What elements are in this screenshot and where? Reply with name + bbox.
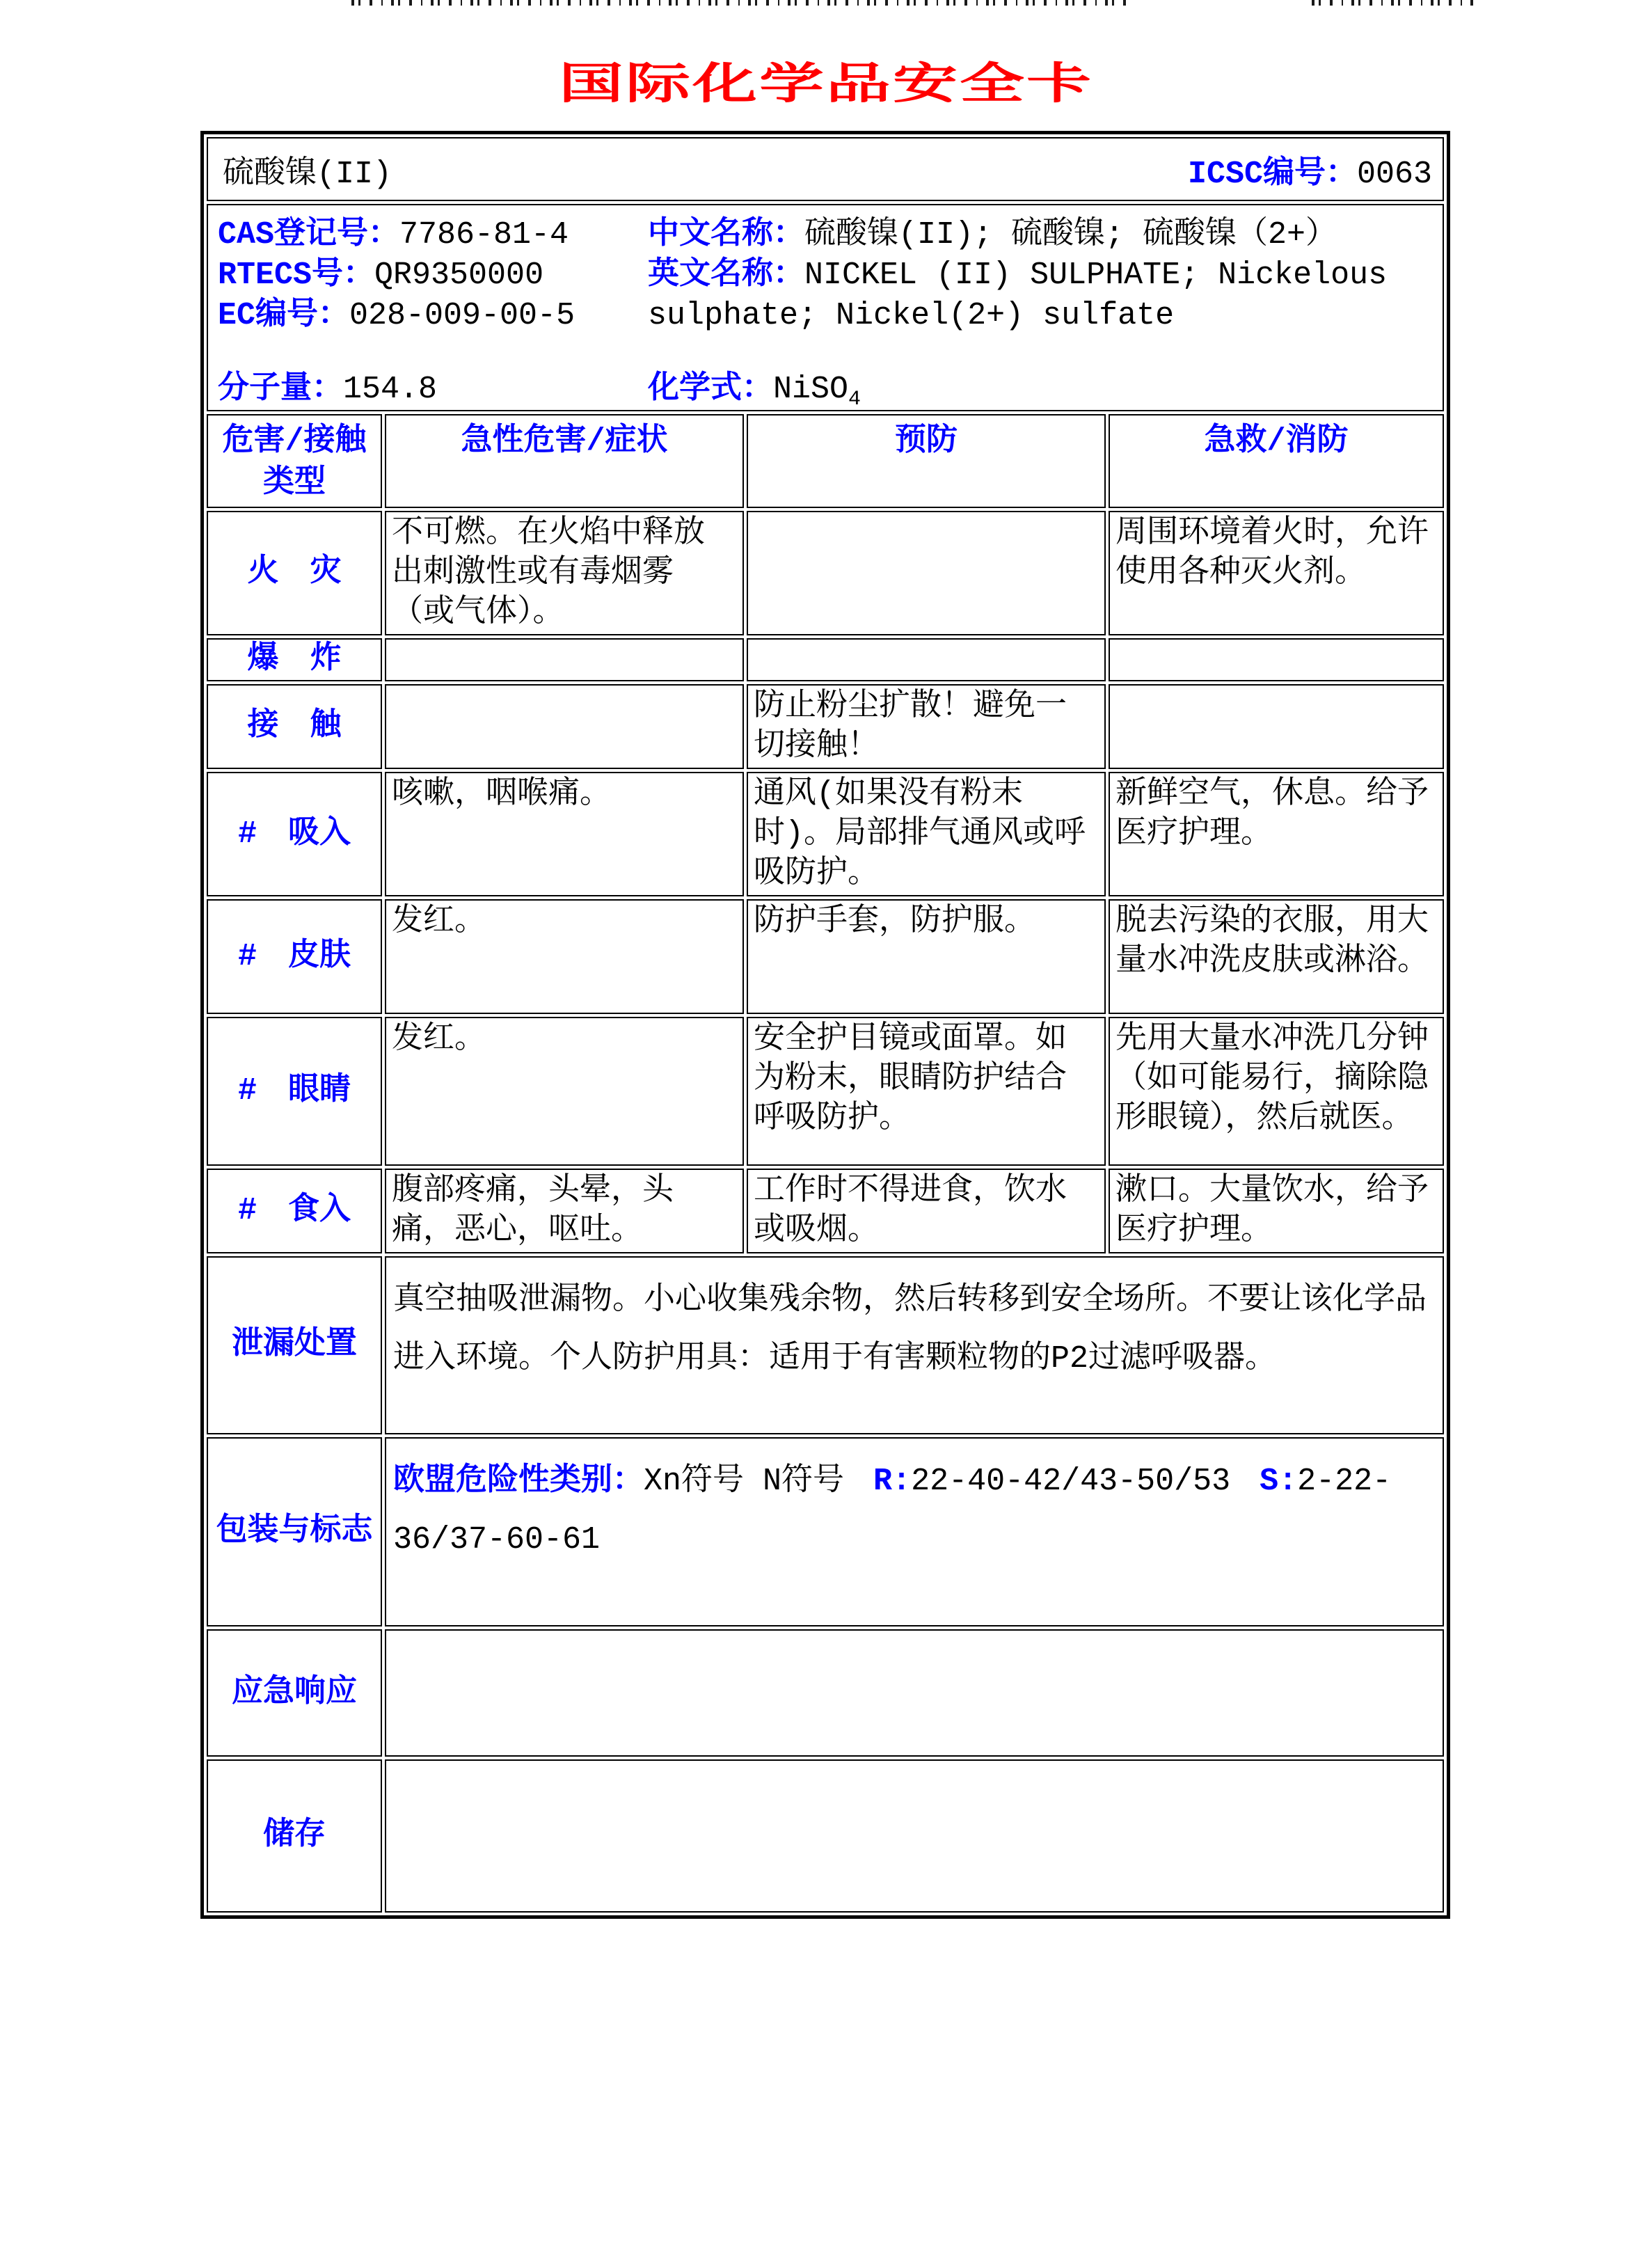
substance-name: 硫酸镍(II) [223, 157, 392, 192]
exposure-first-aid-cell [1109, 684, 1444, 769]
storage-cell [385, 1759, 1444, 1913]
eu-class-symbols: Xn符号 N符号 [644, 1464, 845, 1500]
emergency-response-label: 应急响应 [207, 1629, 382, 1757]
formula-label: 化学式： [648, 372, 774, 407]
english-name-label: 英文名称： [648, 258, 805, 293]
ingestion-label: # 食入 [207, 1169, 382, 1253]
ingestion-symptoms-cell: 腹部疼痛，头晕，头痛，恶心，呕吐。 [385, 1169, 744, 1253]
identity-cell [207, 204, 1444, 411]
eyes-symptoms-cell: 发红。 [385, 1017, 744, 1166]
eu-classification-line-2 [393, 1511, 1433, 1569]
skin-first-aid-cell: 脱去污染的衣服，用大量水冲洗皮肤或淋浴。 [1109, 899, 1444, 1014]
skin-label: # 皮肤 [207, 899, 382, 1014]
rtecs-label: RTECS号： [218, 258, 375, 293]
col-header-symptoms: 急性危害/症状 [385, 414, 744, 508]
skin-row [207, 899, 1444, 1014]
formula-subscript: 4 [848, 388, 861, 411]
english-name-value-2: sulphate; Nickel(2+) sulfate [648, 298, 1175, 333]
inhalation-row [207, 772, 1444, 896]
ec-label: EC编号： [218, 298, 350, 333]
exposure-row [207, 684, 1444, 769]
eu-classification-line-1 [393, 1453, 1433, 1511]
ingestion-row [207, 1169, 1444, 1253]
eu-class-label: 欧盟危险性类别： [393, 1464, 644, 1500]
identity-spacer-2 [648, 336, 1443, 370]
s-phrases-value-2: 36/37-60-61 [393, 1522, 601, 1558]
packaging-labelling-row [207, 1437, 1444, 1626]
explosion-symptoms-cell [385, 638, 744, 681]
s-phrases-label: S: [1260, 1464, 1298, 1500]
english-name-line-2 [648, 296, 1443, 336]
ingestion-first-aid-cell: 漱口。大量饮水，给予医疗护理。 [1109, 1169, 1444, 1253]
rtecs-value: QR9350000 [374, 258, 544, 293]
ingestion-prevention-cell: 工作时不得进食，饮水或吸烟。 [747, 1169, 1106, 1253]
molecular-weight-label: 分子量： [218, 372, 344, 407]
chinese-name-line [648, 215, 1443, 255]
inhalation-symptoms-cell: 咳嗽，咽喉痛。 [385, 772, 744, 896]
eyes-prevention-cell: 安全护目镜或面罩。如为粉末，眼睛防护结合呼吸防护。 [747, 1017, 1106, 1166]
cas-value: 7786-81-4 [399, 217, 569, 253]
spillage-label: 泄漏处置 [207, 1256, 382, 1434]
rtecs-number-line [218, 255, 648, 296]
inhalation-prevention-cell: 通风(如果没有粉末时)。局部排气通风或呼吸防护。 [747, 772, 1106, 896]
explosion-first-aid-cell [1109, 638, 1444, 681]
icsc-number-value: 0063 [1356, 157, 1432, 192]
fire-symptoms-cell: 不可燃。在火焰中释放出刺激性或有毒烟雾（或气体）。 [385, 511, 744, 635]
fire-row [207, 511, 1444, 635]
emergency-response-row [207, 1629, 1444, 1757]
formula-line [648, 370, 1443, 410]
skin-symptoms-cell: 发红。 [385, 899, 744, 1014]
spillage-text-cell: 真空抽吸泄漏物。小心收集残余物，然后转移到安全场所。不要让该化学品进入环境。个人防护用具：适用于有害颗粒物的P2过滤呼吸器。 [385, 1256, 1444, 1434]
storage-row [207, 1759, 1444, 1913]
cas-number-line [218, 215, 648, 255]
exposure-label: 接 触 [207, 684, 382, 769]
eyes-label: # 眼睛 [207, 1017, 382, 1166]
icsc-number-label: ICSC编号： [1187, 157, 1357, 192]
emergency-response-cell [385, 1629, 1444, 1757]
chinese-name-value: 硫酸镍(II); 硫酸镍; 硫酸镍（2+） [804, 217, 1337, 253]
substance-header-cell [207, 137, 1444, 201]
fire-prevention-cell [747, 511, 1106, 635]
identity-spacer [218, 336, 648, 370]
inhalation-label: # 吸入 [207, 772, 382, 896]
storage-label: 储存 [207, 1759, 382, 1913]
english-name-line-1 [648, 255, 1443, 296]
identity-left-column [218, 215, 648, 410]
icsc-card-table [200, 131, 1450, 1919]
clipped-text-fragment-left [351, 0, 1131, 6]
packaging-labelling-cell [385, 1437, 1444, 1626]
substance-header-row [207, 137, 1444, 201]
page-title: 国际化学品安全卡 [558, 58, 1094, 109]
molecular-weight-value: 154.8 [343, 372, 438, 407]
ec-value: 028-009-00-5 [349, 298, 575, 333]
s-phrases-value-1: 2-22- [1297, 1464, 1392, 1500]
chinese-name-label: 中文名称： [648, 217, 805, 253]
cas-label: CAS登记号： [218, 217, 400, 253]
exposure-prevention-cell: 防止粉尘扩散！避免一切接触！ [747, 684, 1106, 769]
identity-row [207, 204, 1444, 411]
skin-prevention-cell: 防护手套，防护服。 [747, 899, 1106, 1014]
fire-label: 火 灾 [207, 511, 382, 635]
spillage-row [207, 1256, 1444, 1434]
ec-number-line [218, 296, 648, 336]
molecular-weight-line [218, 370, 648, 410]
col-header-first-aid: 急救/消防 [1109, 414, 1444, 508]
r-phrases-value: 22-40-42/43-50/53 [911, 1464, 1231, 1500]
icsc-number-group [1188, 146, 1432, 192]
packaging-labelling-label: 包装与标志 [207, 1437, 382, 1626]
exposure-symptoms-cell [385, 684, 744, 769]
fire-first-aid-cell: 周围环境着火时，允许使用各种灭火剂。 [1109, 511, 1444, 635]
eyes-first-aid-cell: 先用大量水冲洗几分钟（如可能易行，摘除隐形眼镜），然后就医。 [1109, 1017, 1444, 1166]
clipped-text-fragment-right [1312, 0, 1477, 6]
title-bar [0, 56, 1652, 112]
explosion-prevention-cell [747, 638, 1106, 681]
identity-right-column [648, 215, 1443, 410]
explosion-row [207, 638, 1444, 681]
eyes-row [207, 1017, 1444, 1166]
hazard-header-row [207, 414, 1444, 508]
explosion-label: 爆 炸 [207, 638, 382, 681]
inhalation-first-aid-cell: 新鲜空气，休息。给予医疗护理。 [1109, 772, 1444, 896]
formula-value: NiSO [773, 372, 849, 407]
col-header-hazard-type: 危害/接触类型 [207, 414, 382, 508]
col-header-prevention: 预防 [747, 414, 1106, 508]
english-name-value-1: NICKEL (II) SULPHATE; Nickelous [804, 258, 1388, 293]
r-phrases-label: R: [873, 1464, 912, 1500]
